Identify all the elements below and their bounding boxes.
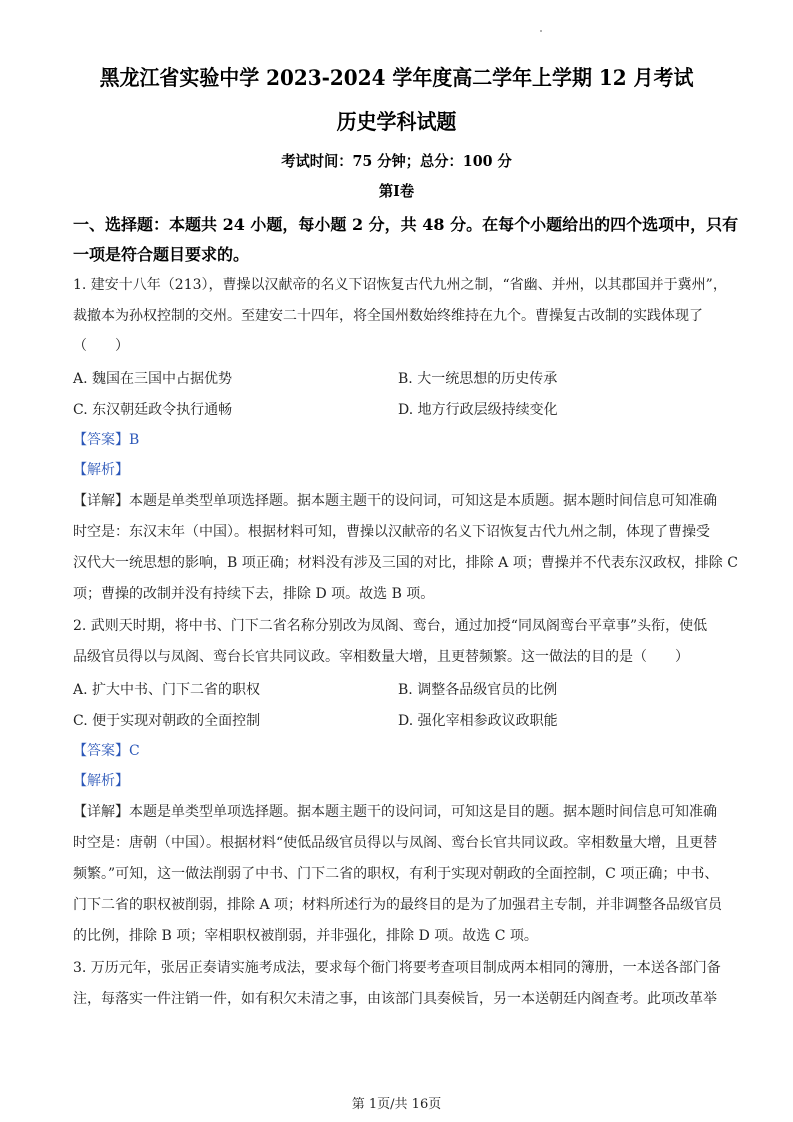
- q1-option-b: B. 大一统思想的历史传承: [398, 371, 558, 387]
- q1-detail-line: 时空是：东汉末年（中国）。根据材料可知，曹操以汉献帝的名义下诏恢复古代九州之制，体现了曹操受: [73, 524, 710, 540]
- q2-detail-line: 【详解】本题是单类型单项选择题。据本题主题干的设问词，可知这是目的题。据本题时间信息可知准确: [73, 804, 717, 820]
- q2-detail-line: 的比例，排除 B 项；宰相职权被削弱，并非强化，排除 D 项。故选 C 项。: [73, 928, 538, 944]
- q2-option-a: A. 扩大中书、门下二省的职权: [73, 682, 261, 698]
- q3-stem-line: 3. 万历元年，张居正奏请实施考成法，要求每个衙门将要考查项目制成两本相同的簿册，一本送各部门备: [73, 960, 721, 976]
- q2-stem-line: 2. 武则天时期，将中书、门下二省名称分别改为凤阁、鸾台，通过加授“同凤阁鸾台平章事”头衔，使低: [73, 618, 708, 634]
- q2-stem-line: 品级官员得以与凤阁、鸾台长官共同议政。宰相数量大增，且更替频繁。这一做法的目的是（ ）: [73, 649, 689, 665]
- q2-answer: 【答案】C: [73, 743, 140, 759]
- q2-detail-line: 时空是：唐朝（中国）。根据材料“使低品级官员得以与凤阁、鸾台长官共同议政。宰相数量大增，且更替: [73, 835, 718, 851]
- q2-option-d: D. 强化宰相参政议政职能: [398, 713, 558, 729]
- q1-answer: 【答案】B: [73, 432, 140, 448]
- q2-analysis-label: 【解析】: [73, 773, 129, 789]
- exam-title: 黑龙江省实验中学 2023-2024 学年度高二学年上学期 12 月考试: [99, 65, 694, 90]
- q2-detail-line: 门下二省的职权被削弱，排除 A 项；材料所述行为的最终目的是为了加强君主专制，并非调整各品级官员: [73, 897, 723, 913]
- q3-stem-line: 注，每落实一件注销一件，如有积欠未清之事，由该部门具奏候旨，另一本送朝廷内阁查考。此项改革举: [73, 991, 717, 1007]
- q1-detail-line: 项；曹操的改制并没有持续下去，排除 D 项。故选 B 项。: [73, 586, 435, 602]
- q1-detail-line: 汉代大一统思想的影响，B 项正确；材料没有涉及三国的对比，排除 A 项；曹操并不代表东汉政权，排除 C: [73, 555, 738, 571]
- decorative-dot: [540, 30, 542, 32]
- q1-stem-line: （ ）: [73, 338, 129, 354]
- q1-option-c: C. 东汉朝廷政令执行通畅: [73, 402, 233, 418]
- q1-stem-line: 1. 建安十八年（213），曹操以汉献帝的名义下诏恢复古代九州之制，“省幽、并州，以其郡国并于冀州”，: [73, 277, 727, 293]
- q1-analysis-label: 【解析】: [73, 462, 129, 478]
- exam-info: 考试时间：75 分钟；总分：100 分: [281, 152, 512, 170]
- volume-label: 第Ⅰ卷: [378, 182, 415, 200]
- q1-stem-line: 裁撤本为孙权控制的交州。至建安二十四年，将全国州数始终维持在九个。曹操复古改制的实践体现了: [73, 308, 703, 324]
- page-number: 第 1页/共 16页: [351, 1097, 442, 1112]
- q1-detail-line: 【详解】本题是单类型单项选择题。据本题主题干的设问词，可知这是本质题。据本题时间信息可知准确: [73, 493, 717, 509]
- q2-option-c: C. 便于实现对朝政的全面控制: [73, 713, 261, 729]
- section-heading-line1: 一、选择题：本题共 24 小题，每小题 2 分，共 48 分。在每个小题给出的四个选项中，只有: [73, 215, 739, 234]
- q1-option-a: A. 魏国在三国中占据优势: [73, 371, 233, 387]
- section-heading-line2: 一项是符合题目要求的。: [73, 245, 250, 264]
- subject-title: 历史学科试题: [336, 109, 457, 134]
- q1-option-d: D. 地方行政层级持续变化: [398, 402, 558, 418]
- q2-detail-line: 频繁。”可知，这一做法削弱了中书、门下二省的职权，有利于实现对朝政的全面控制，C 项正确；中书、: [73, 866, 719, 882]
- q2-option-b: B. 调整各品级官员的比例: [398, 682, 558, 698]
